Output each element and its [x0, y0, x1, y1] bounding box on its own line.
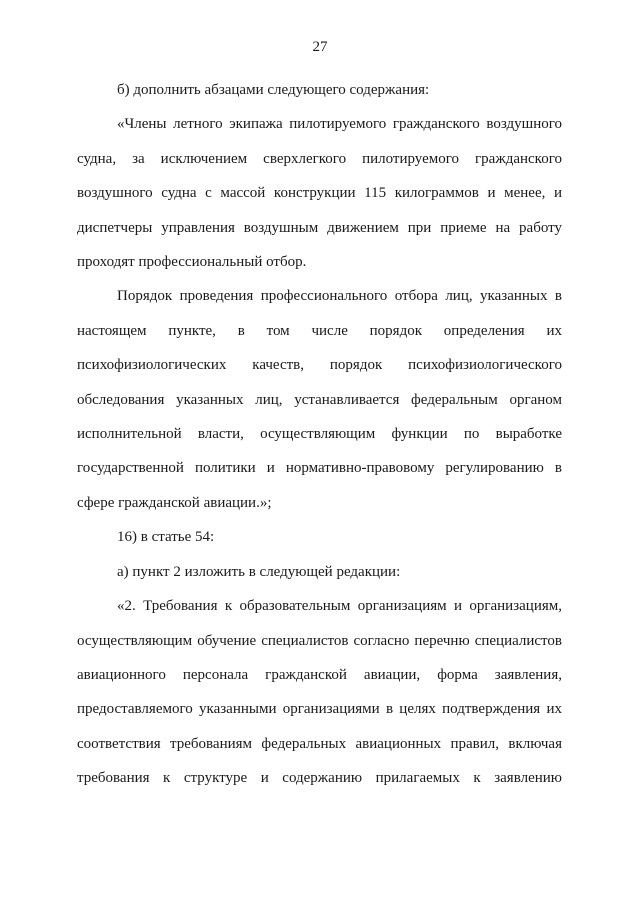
page-number: 27: [312, 39, 328, 55]
paragraph-selection-procedure: Порядок проведения профессионального отбора лиц, указанных в настоящем пункте, в том числе порядок определения их психофизиологических качеств, порядок психофизиологического обследования указанных лиц, устанавливается федеральным органом исполнительной власти, осуществляющим функции по выработке государственной политики и нормативно-правовому регулированию в сфере гражданской авиации.»;: [77, 288, 562, 511]
document-body: [77, 73, 562, 796]
paragraph-crew-selection: «Члены летного экипажа пилотируемого гражданского воздушного судна, за исключением сверхлегкого пилотируемого гражданского воздушного судна с массой конструкции 115 килограммов и менее, и диспетчеры управления воздушным движением при приеме на работу проходят профессиональный отбор.: [77, 116, 562, 271]
paragraph-point-2-intro: а) пункт 2 изложить в следующей редакции:: [117, 563, 401, 580]
paragraph-article-54: 16) в статье 54:: [117, 529, 215, 546]
paragraph-amendment-intro: б) дополнить абзацами следующего содержания:: [117, 82, 430, 98]
paragraph-requirements: «2. Требования к образовательным организациям и организациям, осуществляющим обучение специалистов согласно перечню специалистов авиационного персонала гражданской авиации, форма заявления, предоставляемого указанными организациями в целях подтверждения их соответствия требованиям федеральных авиационных правил, включая требования к структуре и содержанию прилагаемых к заявлению: [77, 598, 562, 787]
